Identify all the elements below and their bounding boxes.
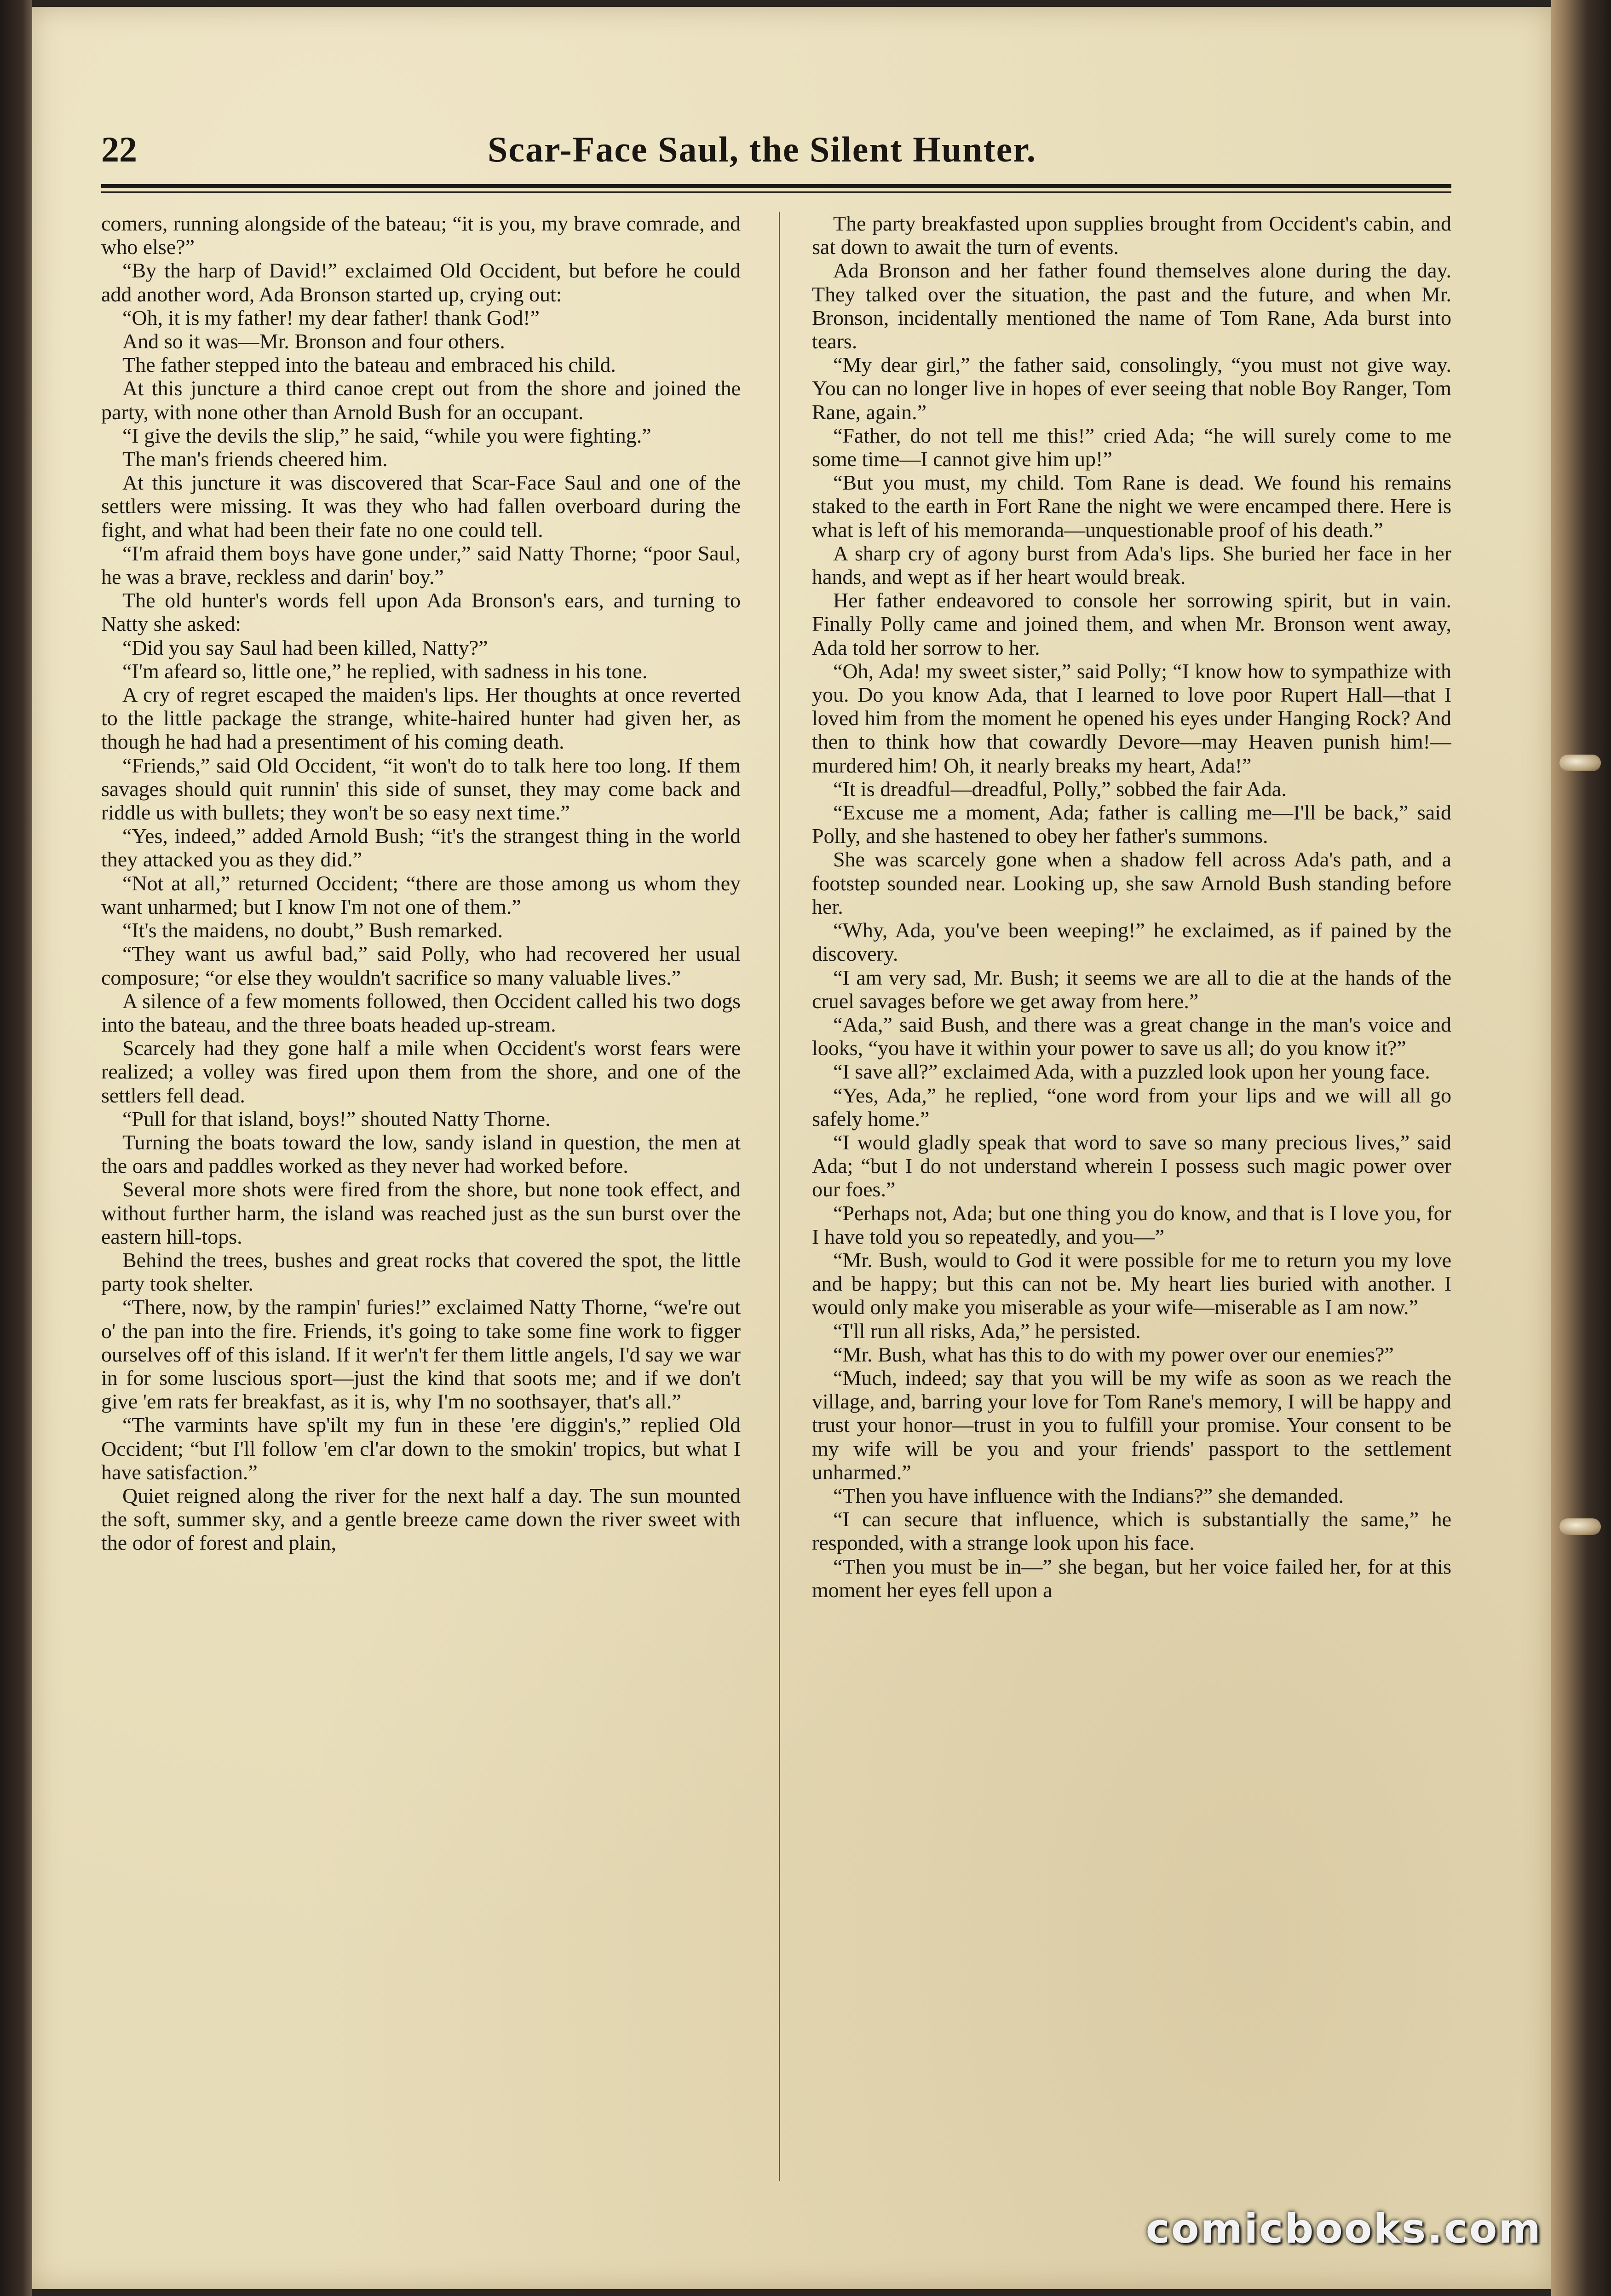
page-number: 22: [101, 129, 137, 169]
paragraph: “By the harp of David!” exclaimed Old Occident, but before he could add another word, Ada Bronson started up, crying out:: [101, 259, 741, 306]
paragraph: “I can secure that influence, which is substantially the same,” he responded, with a strange look upon his face.: [812, 1507, 1451, 1555]
paragraph: “Mr. Bush, what has this to do with my power over our enemies?”: [833, 1342, 1394, 1366]
paragraph: “Then you must be in—” she began, but her voice failed her, for at this moment her eyes fell upon a: [812, 1554, 1451, 1602]
scan-background-left: [0, 0, 32, 2296]
paragraph: Ada Bronson and her father found themselves alone during the day. They talked over the situation, the past and the future, and when Mr. Bronson, incidentally mentioned the name of Tom Rane, Ada burst into tears.: [812, 259, 1451, 353]
header-rule-thin: [101, 191, 1451, 193]
header-rule: [101, 184, 1451, 188]
paragraph: “I'll run all risks, Ada,” he persisted.: [833, 1319, 1141, 1343]
paragraph: “Father, do not tell me this!” cried Ada; “he will surely come to me some time—I cannot give him up!”: [812, 423, 1451, 471]
paragraph: “Excuse me a moment, Ada; father is calling me—I'll be back,” said Polly, and she hastened to obey her father's summons.: [812, 801, 1451, 848]
paragraph: “Yes, indeed,” added Arnold Bush; “it's the strangest thing in the world they attacked you as they did.”: [101, 824, 741, 871]
binding-ring: [1559, 1518, 1601, 1535]
paragraph: “Pull for that island, boys!” shouted Natty Thorne.: [122, 1107, 551, 1131]
paragraph: “I would gladly speak that word to save so many precious lives,” said Ada; “but I do not understand wherein I possess such magic power over our foes.”: [812, 1130, 1451, 1201]
paragraph: Scarcely had they gone half a mile when Occident's worst fears were realized; a volley was fired upon them from the shore, and one of the settlers fell dead.: [101, 1036, 741, 1107]
paragraph: “Then you have influence with the Indians?” she demanded.: [833, 1483, 1344, 1507]
paragraph: “There, now, by the rampin' furies!” exclaimed Natty Thorne, “we're out o' the pan into the fire. Friends, it's going to take some fine work to figger ourselves off of this island. If it wer'n't fer them little angels, I'd say we war in for some luscious sport—just the kind that soots me; and if we don't give 'em rats fer breakfast, as it is, why I'm no soothsayer, that's all.”: [101, 1295, 741, 1413]
paragraph: comers, running alongside of the bateau; “it is you, my brave comrade, and who else?”: [101, 212, 741, 259]
left-column: [101, 212, 741, 2181]
paragraph: “I save all?” exclaimed Ada, with a puzzled look upon her young face.: [833, 1060, 1430, 1084]
paragraph: And so it was—Mr. Bronson and four others.: [122, 329, 505, 353]
paragraph: A silence of a few moments followed, then Occident called his two dogs into the bateau, and the three boats headed up-stream.: [101, 989, 741, 1036]
paragraph: “My dear girl,” the father said, consolingly, “you must not give way. You can no longer live in hopes of ever seeing that noble Boy Ranger, Tom Rane, again.”: [812, 353, 1451, 424]
paragraph: At this juncture it was discovered that Scar-Face Saul and one of the settlers were missing. It was they who had fallen overboard during the fight, and what had been their fate no one could tell.: [101, 471, 741, 542]
paragraph: The old hunter's words fell upon Ada Bronson's ears, and turning to Natty she asked:: [101, 588, 741, 636]
right-column: [812, 212, 1451, 2181]
paragraph: The man's friends cheered him.: [122, 447, 388, 471]
paragraph: “Oh, Ada! my sweet sister,” said Polly; “I know how to sympathize with you. Do you know Ada, that I learned to love poor Rupert Hall—that I loved him from the moment he opened his eyes under Hanging Rock? And then to think how that cowardly Devore—may Heaven punish him!—murdered him! Oh, it nearly breaks my heart, Ada!”: [812, 659, 1451, 777]
paragraph: At this juncture a third canoe crept out from the shore and joined the party, with none other than Arnold Bush for an occupant.: [101, 376, 741, 424]
watermark: comicbooks.com: [1145, 2205, 1542, 2252]
paragraph: “I give the devils the slip,” he said, “while you were fighting.”: [122, 423, 651, 447]
paragraph: “Not at all,” returned Occident; “there are those among us whom they want unharmed; but I know I'm not one of them.”: [101, 871, 741, 918]
paragraph: “It's the maidens, no doubt,” Bush remarked.: [122, 918, 503, 942]
paragraph: “But you must, my child. Tom Rane is dead. We found his remains staked to the earth in Fort Rane the night we were encamped there. Here is what is left of his memoranda—unquestionable proof of his death.”: [812, 471, 1451, 542]
paragraph: Turning the boats toward the low, sandy island in question, the men at the oars and paddles worked as they never had worked before.: [101, 1130, 741, 1178]
running-title: Scar-Face Saul, the Silent Hunter.: [488, 129, 1037, 169]
scan-background-right: [1551, 0, 1611, 2296]
paragraph: She was scarcely gone when a shadow fell across Ada's path, and a footstep sounded near. Looking up, she saw Arnold Bush standing before her.: [812, 848, 1451, 918]
paragraph: “Friends,” said Old Occident, “it won't do to talk here too long. If them savages should quit runnin' this side of sunset, they may come back and riddle us with bullets; they won't be so easy next time.”: [101, 753, 741, 825]
paragraph: A cry of regret escaped the maiden's lips. Her thoughts at once reverted to the little package the strange, white-haired hunter had given her, as though he had had a presentiment of his coming death.: [101, 683, 741, 754]
paragraph: “I'm afeard so, little one,” he replied, with sadness in his tone.: [122, 659, 648, 683]
paragraph: The party breakfasted upon supplies brought from Occident's cabin, and sat down to await the turn of events.: [812, 212, 1451, 259]
paragraph: “Perhaps not, Ada; but one thing you do know, and that is I love you, for I have told you so repeatedly, and you—”: [812, 1201, 1451, 1248]
page-header: [101, 124, 1451, 193]
paragraph: Her father endeavored to console her sorrowing spirit, but in vain. Finally Polly came and joined them, and when Mr. Bronson went away, Ada told her sorrow to her.: [812, 588, 1451, 659]
paragraph: “I am very sad, Mr. Bush; it seems we are all to die at the hands of the cruel savages before we get away from here.”: [812, 965, 1451, 1013]
paragraph: “Mr. Bush, would to God it were possible for me to return you my love and be happy; but this can not be. My heart lies buried with another. I would only make you miserable as your wife—miserable as I am now.”: [812, 1248, 1451, 1319]
paragraph: “Ada,” said Bush, and there was a great change in the man's voice and looks, “you have it within your power to save us all; do you know it?”: [812, 1012, 1451, 1060]
paragraph: “They want us awful bad,” said Polly, who had recovered her usual composure; “or else they wouldn't sacrifice so many valuable lives.”: [101, 942, 741, 989]
column-divider: [779, 212, 780, 2181]
paragraph: “Yes, Ada,” he replied, “one word from your lips and we will all go safely home.”: [812, 1083, 1451, 1131]
paragraph: “Why, Ada, you've been weeping!” he exclaimed, as if pained by the discovery.: [812, 918, 1451, 966]
paragraph: Quiet reigned along the river for the next half a day. The sun mounted the soft, summer sky, and a gentle breeze came down the river sweet with the odor of forest and plain,: [101, 1483, 741, 1555]
paragraph: “It is dreadful—dreadful, Polly,” sobbed the fair Ada.: [833, 777, 1287, 801]
paragraph: “I'm afraid them boys have gone under,” said Natty Thorne; “poor Saul, he was a brave, reckless and darin' boy.”: [101, 541, 741, 589]
paragraph: “Oh, it is my father! my dear father! thank God!”: [122, 306, 540, 329]
paragraph: “Much, indeed; say that you will be my wife as soon as we reach the village, and, barring your love for Tom Rane's memory, I will be happy and trust your honor—trust in you to fulfill your promise. Your consent to be my wife will be you and your friends' passport to the settlement unharmed.”: [812, 1366, 1451, 1484]
binding-ring: [1559, 755, 1601, 771]
paragraph: “The varmints have sp'ilt my fun in these 'ere diggin's,” replied Old Occident; “but I'll follow 'em cl'ar down to the smokin' tropics, but what I have satisfaction.”: [101, 1413, 741, 1484]
paragraph: “Did you say Saul had been killed, Natty?”: [122, 635, 488, 659]
paragraph: Several more shots were fired from the shore, but none took effect, and without further harm, the island was reached just as the sun burst over the eastern hill-tops.: [101, 1177, 741, 1248]
paragraph: Behind the trees, bushes and great rocks that covered the spot, the little party took shelter.: [101, 1248, 741, 1296]
paragraph: A sharp cry of agony burst from Ada's lips. She buried her face in her hands, and wept as if her heart would break.: [812, 541, 1451, 589]
paragraph: The father stepped into the bateau and embraced his child.: [122, 353, 616, 377]
